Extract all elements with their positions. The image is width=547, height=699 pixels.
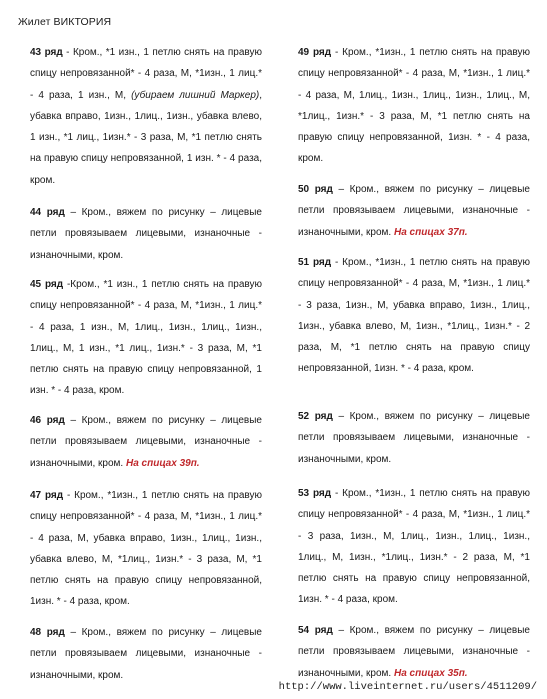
row-number: 52 ряд bbox=[298, 411, 333, 422]
instruction-note: (убираем лишний Маркер) bbox=[131, 89, 260, 101]
row-number: 48 ряд bbox=[30, 627, 65, 638]
instruction-text: - Кром., *1изн., 1 петлю снять на правую спицу непровязанной* - 4 раза, М, *1изн., 1 лиц.* - 4 раза, М, 1лиц., 1изн., 1лиц., 1изн., 1лиц., М, *1лиц., 1изн.* - 3 раза, М, *1 петлю снять на правую спицу непровязанной, 1изн. * - 4 раза, кром. bbox=[298, 47, 531, 165]
row-number: 46 ряд bbox=[30, 415, 65, 426]
row-number: 53 ряд bbox=[298, 488, 332, 499]
stitch-count-note: На спицах 39п. bbox=[126, 457, 200, 469]
document-title: Жилет ВИКТОРИЯ bbox=[18, 16, 112, 28]
row-instruction-44 bbox=[30, 202, 262, 266]
instruction-text: – Кром., вяжем по рисунку – лицевые петли провязываем лицевыми, изнаночные - изнаночными, кром. bbox=[298, 184, 530, 238]
instruction-text: - Кром., *1изн., 1 петлю снять на правую спицу непровязанной* - 4 раза, М, *1изн., 1 лиц.* - 3 раза, 1изн., М, убавка вправо, 1изн., 1лиц., 1изн., убавка влево, М, 1изн., *1лиц., 1изн.* - 2 раза, М, *1 петлю снять на правую спицу непровязанной, 1изн. * - 4 раза, кром. bbox=[298, 257, 531, 375]
row-instruction-46 bbox=[30, 410, 262, 474]
instruction-text: – Кром., вяжем по рисунку – лицевые петли провязываем лицевыми, изнаночные - изнаночными, кром. bbox=[298, 411, 530, 465]
row-number: 51 ряд bbox=[298, 257, 332, 268]
instruction-text: - Кром., *1изн., 1 петлю снять на правую спицу непровязанной* - 4 раза, М, *1изн., 1 лиц.* - 3 раза, 1изн., М, 1лиц., 1изн., 1лиц., 1изн., 1лиц., М, 1изн., *1лиц., 1изн.* - 2 раза, М, *1 петлю снять на правую спицу непровязанной, 1изн. * - 4 раза, кром. bbox=[298, 488, 531, 606]
row-instruction-52 bbox=[298, 406, 530, 470]
row-number: 44 ряд bbox=[30, 207, 65, 218]
row-instruction-49 bbox=[298, 42, 530, 170]
row-number: 49 ряд bbox=[298, 47, 332, 58]
row-number: 47 ряд bbox=[30, 490, 64, 501]
instruction-text: – Кром., вяжем по рисунку – лицевые петли провязываем лицевыми, изнаночные - изнаночными, кром. bbox=[30, 415, 262, 469]
row-instruction-45 bbox=[30, 274, 262, 402]
row-instruction-54 bbox=[298, 620, 530, 684]
row-number: 43 ряд bbox=[30, 47, 63, 58]
stitch-count-note: На спицах 37п. bbox=[394, 226, 468, 238]
instruction-text: – Кром., вяжем по рисунку – лицевые петли провязываем лицевыми, изнаночные - изнаночными, кром. bbox=[30, 627, 262, 681]
row-instruction-53 bbox=[298, 483, 530, 611]
instruction-text: - Кром., *1изн., 1 петлю снять на правую спицу непровязанной* - 4 раза, М, *1изн., 1 лиц.* - 4 раза, М, убавка вправо, 1изн., 1лиц., 1изн., убавка влево, М, *1лиц., 1изн.* - 3 раза, М, *1 петлю снять на правую спицу непровязанной, 1изн. * - 4 раза, кром. bbox=[30, 490, 263, 608]
instruction-text: – Кром., вяжем по рисунку – лицевые петли провязываем лицевыми, изнаночные - изнаночными, кром. bbox=[298, 625, 530, 679]
row-instruction-51 bbox=[298, 252, 530, 380]
row-number: 45 ряд bbox=[30, 279, 64, 290]
row-instruction-43 bbox=[30, 42, 262, 191]
row-number: 50 ряд bbox=[298, 184, 333, 195]
row-instruction-47 bbox=[30, 485, 262, 613]
row-number: 54 ряд bbox=[298, 625, 333, 636]
instruction-text: , убавка вправо, 1изн., 1лиц., 1изн., убавка влево, 1 изн., *1 лиц., 1изн.* - 3 раза, М, *1 петлю снять на правую спицу непровязанной, 1 изн. * - 4 раза, кром. bbox=[30, 89, 262, 186]
instruction-text: – Кром., вяжем по рисунку – лицевые петли провязываем лицевыми, изнаночные - изнаночными, кром. bbox=[30, 207, 262, 261]
stitch-count-note: На спицах 35п. bbox=[394, 667, 468, 679]
instruction-text: -Кром., *1 изн., 1 петлю снять на правую спицу непровязанной* - 4 раза, М, *1изн., 1 лиц.* - 4 раза, 1 изн., М, 1лиц., 1изн., 1лиц., 1изн., 1лиц., М, 1 изн., *1 лиц., 1изн.* - 3 раза, М, *1 петлю снять на правую спицу непровязанной, 1 изн. * - 4 раза, кром. bbox=[30, 279, 263, 397]
instruction-text: - Кром., *1 изн., 1 петлю снять на правую спицу непровязанной* - 4 раза, М, *1изн., 1 лиц.* - 4 раза, 1 изн., М, bbox=[30, 47, 263, 101]
row-instruction-48 bbox=[30, 622, 262, 686]
row-instruction-50 bbox=[298, 179, 530, 243]
source-url-watermark: http://www.liveinternet.ru/users/4511209/ bbox=[278, 681, 537, 693]
